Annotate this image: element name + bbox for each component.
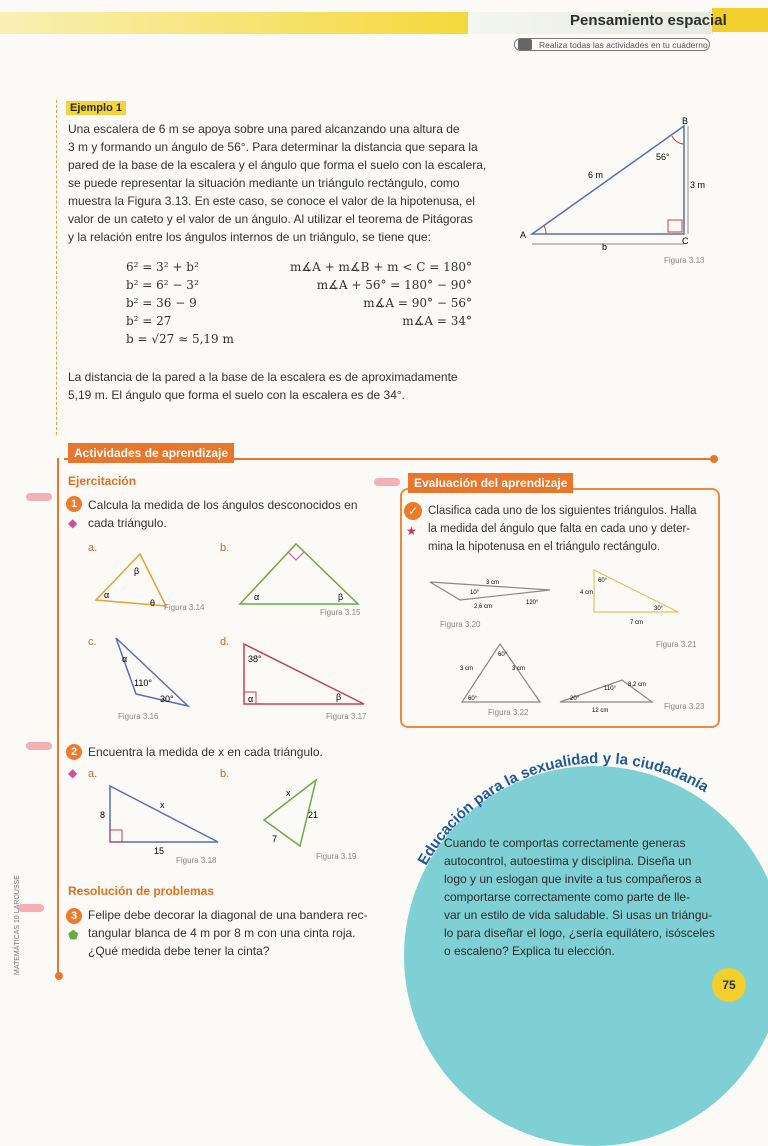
angle-label: 110° bbox=[134, 678, 152, 688]
angle-label: 120° bbox=[526, 600, 539, 606]
question-number: 2 bbox=[66, 744, 82, 760]
education-line: Cuando te comportas correctamente generas bbox=[444, 836, 686, 850]
side-label: 3 cm bbox=[486, 580, 500, 586]
example-line: se puede representar la situación mediante un triángulo rectángulo, como bbox=[68, 176, 460, 190]
example-line: pared de la base de la escalera y el ángulo que forma el suelo con la escalera, bbox=[68, 158, 487, 172]
question-line: cada triángulo. bbox=[88, 516, 167, 530]
angle-label: 60° bbox=[468, 696, 478, 702]
figure-letter: b. bbox=[220, 542, 230, 554]
star-icon: ★ bbox=[406, 524, 417, 538]
question-number: 1 bbox=[66, 496, 82, 512]
section-title: Pensamiento espacial bbox=[570, 12, 727, 29]
math-step: m∡A + 56° = 180° − 90° bbox=[316, 278, 472, 292]
side-label: 8,2 cm bbox=[628, 682, 647, 688]
question-line: Felipe debe decorar la diagonal de una bandera rec- bbox=[88, 908, 368, 922]
math-right bbox=[250, 258, 472, 330]
rule-dot bbox=[710, 455, 718, 463]
example-line: 3 m y formando un ángulo de 56°. Para determinar la distancia que separa la bbox=[68, 140, 478, 154]
activities-title: Actividades de aprendizaje bbox=[68, 443, 234, 463]
math-step: b² = 6² − 3² bbox=[126, 278, 199, 292]
angle-label: α bbox=[254, 592, 260, 602]
question-text bbox=[88, 496, 388, 532]
side-label: 3 cm bbox=[460, 666, 474, 672]
education-line: autocontrol, autoestima y disciplina. Diseña un bbox=[444, 854, 692, 868]
example-tag: Ejemplo 1 bbox=[66, 101, 126, 115]
side-label: 12 cm bbox=[592, 708, 609, 714]
question-line: tangular blanca de 4 m por 8 m con una cinta roja. bbox=[88, 926, 356, 940]
figure-letter: a. bbox=[88, 542, 98, 554]
hypotenuse-label: 6 m bbox=[588, 170, 604, 180]
figure-caption: Figura 3.21 bbox=[656, 640, 697, 649]
angle-label: 10° bbox=[470, 590, 480, 596]
base-label: b bbox=[602, 242, 608, 252]
education-line: o escaleno? Explica tu elección. bbox=[444, 944, 615, 958]
side-label: 7 cm bbox=[630, 620, 644, 626]
angle-label: 110° bbox=[604, 686, 616, 692]
angle-label: 20° bbox=[570, 696, 580, 702]
figure-caption: Figura 3.22 bbox=[488, 708, 529, 717]
side-label: 8 bbox=[100, 810, 106, 820]
angle-label: α bbox=[248, 694, 254, 704]
question-text: Encuentra la medida de x en cada triángulo. bbox=[88, 745, 323, 759]
pentagon-icon: ⬟ bbox=[68, 928, 79, 942]
side-label: 7 bbox=[272, 834, 278, 844]
math-step: b² = 27 bbox=[126, 314, 172, 328]
education-text bbox=[444, 834, 720, 960]
angle-label: 30° bbox=[654, 606, 664, 612]
vertex-c-label: C bbox=[682, 236, 689, 246]
math-step: b² = 36 − 9 bbox=[126, 296, 197, 310]
side-label: 3 cm bbox=[512, 666, 526, 672]
figure-letter: b. bbox=[220, 768, 230, 780]
math-left bbox=[126, 258, 234, 348]
header-band bbox=[0, 12, 468, 34]
side-label: x bbox=[286, 788, 291, 798]
conclusion-line: La distancia de la pared a la base de la escalera es de aproximadamente bbox=[68, 370, 458, 384]
side-label: 15 bbox=[154, 846, 165, 856]
evaluation-line: mina la hipotenusa en el triángulo rectángulo. bbox=[428, 541, 661, 553]
angle-label: β bbox=[336, 692, 342, 702]
question-text bbox=[88, 906, 388, 960]
margin-marker bbox=[374, 478, 400, 486]
side-label: 2,6 cm bbox=[474, 604, 493, 610]
figure-caption: Figura 3.18 bbox=[176, 856, 217, 865]
education-line: lo para diseñar el logo, ¿sería equilátero, isósceles bbox=[444, 926, 715, 940]
activities-side-line bbox=[57, 458, 59, 978]
evaluation-line: Clasifica cada uno de los siguientes triángulos. Halla bbox=[428, 505, 697, 517]
figure-3-13 bbox=[512, 112, 712, 272]
side-label: 4 cm bbox=[580, 590, 594, 596]
side-label: x bbox=[160, 800, 165, 810]
angle-label: 60° bbox=[498, 652, 508, 658]
math-step: 6² = 3² + b² bbox=[126, 260, 199, 274]
figure-caption: Figura 3.14 bbox=[164, 603, 205, 612]
margin-marker bbox=[18, 904, 44, 912]
example-border bbox=[56, 100, 57, 435]
angle-label: β bbox=[338, 592, 344, 602]
example-text bbox=[68, 120, 508, 246]
figure-letter: d. bbox=[220, 636, 230, 648]
margin-marker bbox=[26, 493, 52, 501]
figure-3-19 bbox=[256, 776, 336, 856]
angle-label: β bbox=[134, 566, 140, 576]
figure-caption: Figura 3.15 bbox=[320, 608, 361, 617]
question-line: Calcula la medida de los ángulos desconocidos en bbox=[88, 498, 358, 512]
angle-label: 38° bbox=[248, 654, 262, 664]
notebook-note: Realiza todas las actividades en tu cuaderno bbox=[514, 38, 710, 51]
angle-label: α bbox=[122, 654, 128, 664]
angle-label: 30° bbox=[160, 694, 174, 704]
figure-caption: Figura 3.13 bbox=[664, 256, 705, 265]
figure-caption: Figura 3.19 bbox=[316, 852, 357, 861]
figure-caption: Figura 3.16 bbox=[118, 712, 159, 721]
vertex-b-label: B bbox=[682, 116, 689, 126]
math-step: m∡A = 34° bbox=[402, 314, 472, 328]
angle-label: 60° bbox=[598, 578, 608, 584]
education-line: logo y un eslogan que invite a tus compañeros a bbox=[444, 872, 702, 886]
evaluation-line: la medida del ángulo que falta en cada uno y deter- bbox=[428, 523, 691, 535]
angle-label: θ bbox=[150, 598, 156, 608]
vertex-a-label: A bbox=[520, 230, 527, 240]
ejercitacion-heading: Ejercitación bbox=[68, 474, 137, 488]
education-line: comportarse correctamente como parte de lle- bbox=[444, 890, 691, 904]
figure-3-15 bbox=[234, 536, 364, 606]
figure-caption: Figura 3.17 bbox=[326, 712, 367, 721]
education-heading: Educación para la sexualidad y la ciudadanía bbox=[414, 750, 712, 869]
margin-marker bbox=[26, 742, 52, 750]
figure-caption: Figura 3.23 bbox=[664, 702, 705, 711]
question-line: ¿Qué medida debe tener la cinta? bbox=[88, 944, 270, 958]
page-number: 75 bbox=[712, 968, 746, 1002]
figure-letter: a. bbox=[88, 768, 98, 780]
figure-3-21 bbox=[580, 566, 690, 630]
figure-3-22 bbox=[454, 640, 550, 708]
math-step: b = √27 ≈ 5,19 m bbox=[126, 332, 234, 346]
check-icon: ✓ bbox=[404, 502, 422, 520]
example-line: muestra la Figura 3.13. En este caso, se conoce el valor de la hipotenusa, el bbox=[68, 194, 475, 208]
angle-label: 56° bbox=[656, 152, 670, 162]
figure-3-18 bbox=[94, 780, 224, 860]
math-step: m∡A = 90° − 56° bbox=[363, 296, 472, 310]
figure-3-23 bbox=[556, 670, 660, 714]
diamond-icon: ◆ bbox=[68, 516, 78, 530]
figure-3-17 bbox=[240, 640, 370, 710]
math-step: m∡A + m∡B + m < C = 180° bbox=[290, 260, 472, 274]
question-number: 3 bbox=[66, 908, 82, 924]
side-text: MATEMÁTICAS 10 LAROUSSE bbox=[14, 875, 21, 975]
side-label: 3 m bbox=[690, 180, 706, 190]
education-line: var un estilo de vida saludable. Si usas un triángu- bbox=[444, 908, 713, 922]
rule-dot bbox=[55, 972, 63, 980]
figure-3-20 bbox=[426, 574, 556, 616]
diamond-icon: ◆ bbox=[68, 766, 78, 780]
example-line: Una escalera de 6 m se apoya sobre una pared alcanzando una altura de bbox=[68, 122, 460, 136]
conclusion-line: 5,19 m. El ángulo que forma el suelo con la escalera es de 34°. bbox=[68, 388, 406, 402]
figure-letter: c. bbox=[88, 636, 97, 648]
angle-label: α bbox=[104, 590, 110, 600]
example-conclusion bbox=[68, 368, 508, 404]
evaluation-text bbox=[428, 502, 712, 556]
side-label: 21 bbox=[308, 810, 319, 820]
resolucion-heading: Resolución de problemas bbox=[68, 884, 215, 898]
figure-3-16 bbox=[110, 634, 200, 714]
example-line: y la relación entre los ángulos internos de un triángulo, se tiene que: bbox=[68, 230, 431, 244]
example-line: valor de un cateto y el valor de un ángulo. Al utilizar el teorema de Pitágoras bbox=[68, 212, 473, 226]
figure-caption: Figura 3.20 bbox=[440, 620, 481, 629]
evaluation-title: Evaluación del aprendizaje bbox=[408, 473, 573, 493]
